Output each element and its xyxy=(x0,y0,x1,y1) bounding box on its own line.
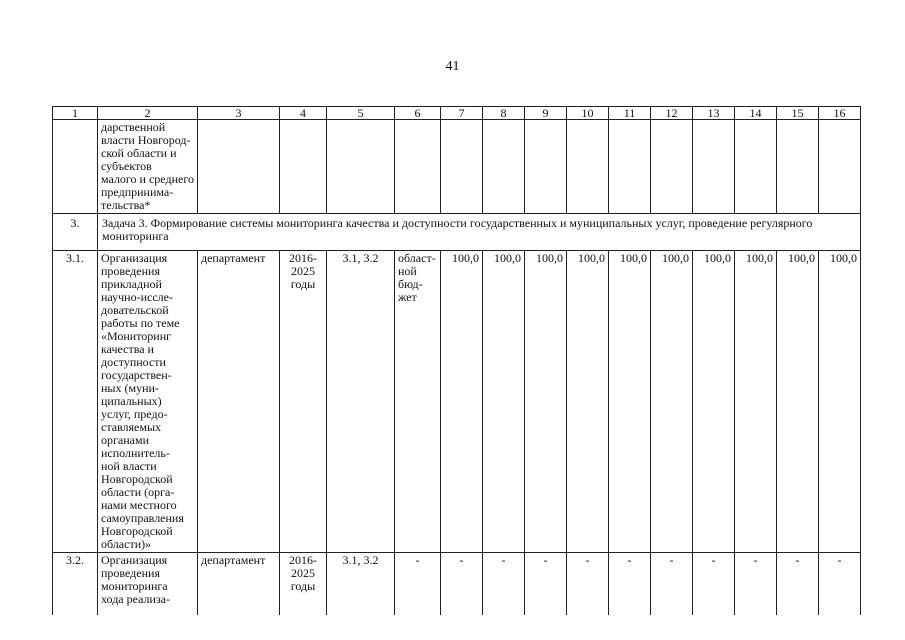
funding-source: - xyxy=(395,553,441,615)
column-number: 9 xyxy=(525,107,567,120)
funding-value: - xyxy=(819,553,861,615)
task-title: Задача 3. Формирование системы мониторинга качества и доступности государственных и муниципальных услуг, проведение регулярного мониторинга xyxy=(98,214,861,251)
funding-value: - xyxy=(483,553,525,615)
funding-value: - xyxy=(567,553,609,615)
column-number: 6 xyxy=(395,107,441,120)
executor: департамент xyxy=(198,553,280,615)
program-table xyxy=(52,106,861,615)
column-number: 12 xyxy=(651,107,693,120)
column-number: 8 xyxy=(483,107,525,120)
column-number: 15 xyxy=(777,107,819,120)
funding-value: 100,0 xyxy=(777,251,819,553)
column-number: 14 xyxy=(735,107,777,120)
funding-value: 100,0 xyxy=(567,251,609,553)
measure-name: Организация проведения мониторинга хода реализа- xyxy=(98,553,198,615)
funding-value: 100,0 xyxy=(525,251,567,553)
measure-name: Организация проведения прикладной научно-иссле- довательской работы по теме «Мониторинг качества и доступности государствен- ных (муни- ципальных) услуг, предо- ставляемых органами исполнитель- ной власти Новгородской области (орга- нами местного самоуправления Новгородской области)» xyxy=(98,251,198,553)
page-number: 41 xyxy=(445,59,460,74)
column-number: 11 xyxy=(609,107,651,120)
funding-value: - xyxy=(693,553,735,615)
row-number: 3.2. xyxy=(53,553,98,615)
column-number: 10 xyxy=(567,107,609,120)
task-row xyxy=(53,214,861,251)
funding-value: 100,0 xyxy=(735,251,777,553)
continued-row xyxy=(53,120,861,214)
funding-value: - xyxy=(525,553,567,615)
target-indicators: 3.1, 3.2 xyxy=(327,251,395,553)
continued-measure-text: дарственной власти Новгород- ской области и субъектов малого и среднего предпринима- тельства* xyxy=(98,120,198,214)
period: 2016- 2025 годы xyxy=(280,553,327,615)
funding-value: - xyxy=(735,553,777,615)
table-row xyxy=(53,553,861,615)
funding-value: 100,0 xyxy=(693,251,735,553)
funding-value: - xyxy=(441,553,483,615)
task-number: 3. xyxy=(53,214,98,251)
column-number: 3 xyxy=(198,107,280,120)
funding-source: област- ной бюд- жет xyxy=(395,251,441,553)
funding-value: - xyxy=(777,553,819,615)
period: 2016- 2025 годы xyxy=(280,251,327,553)
column-number: 13 xyxy=(693,107,735,120)
column-number: 7 xyxy=(441,107,483,120)
executor: департамент xyxy=(198,251,280,553)
column-number-row xyxy=(53,107,861,120)
column-number: 16 xyxy=(819,107,861,120)
funding-value: 100,0 xyxy=(651,251,693,553)
funding-value: 100,0 xyxy=(819,251,861,553)
column-number: 2 xyxy=(98,107,198,120)
funding-value: 100,0 xyxy=(609,251,651,553)
column-number: 1 xyxy=(53,107,98,120)
funding-value: - xyxy=(651,553,693,615)
funding-value: 100,0 xyxy=(441,251,483,553)
funding-value: - xyxy=(609,553,651,615)
target-indicators: 3.1, 3.2 xyxy=(327,553,395,615)
row-number: 3.1. xyxy=(53,251,98,553)
column-number: 4 xyxy=(280,107,327,120)
column-number: 5 xyxy=(327,107,395,120)
table-row xyxy=(53,251,861,553)
funding-value: 100,0 xyxy=(483,251,525,553)
